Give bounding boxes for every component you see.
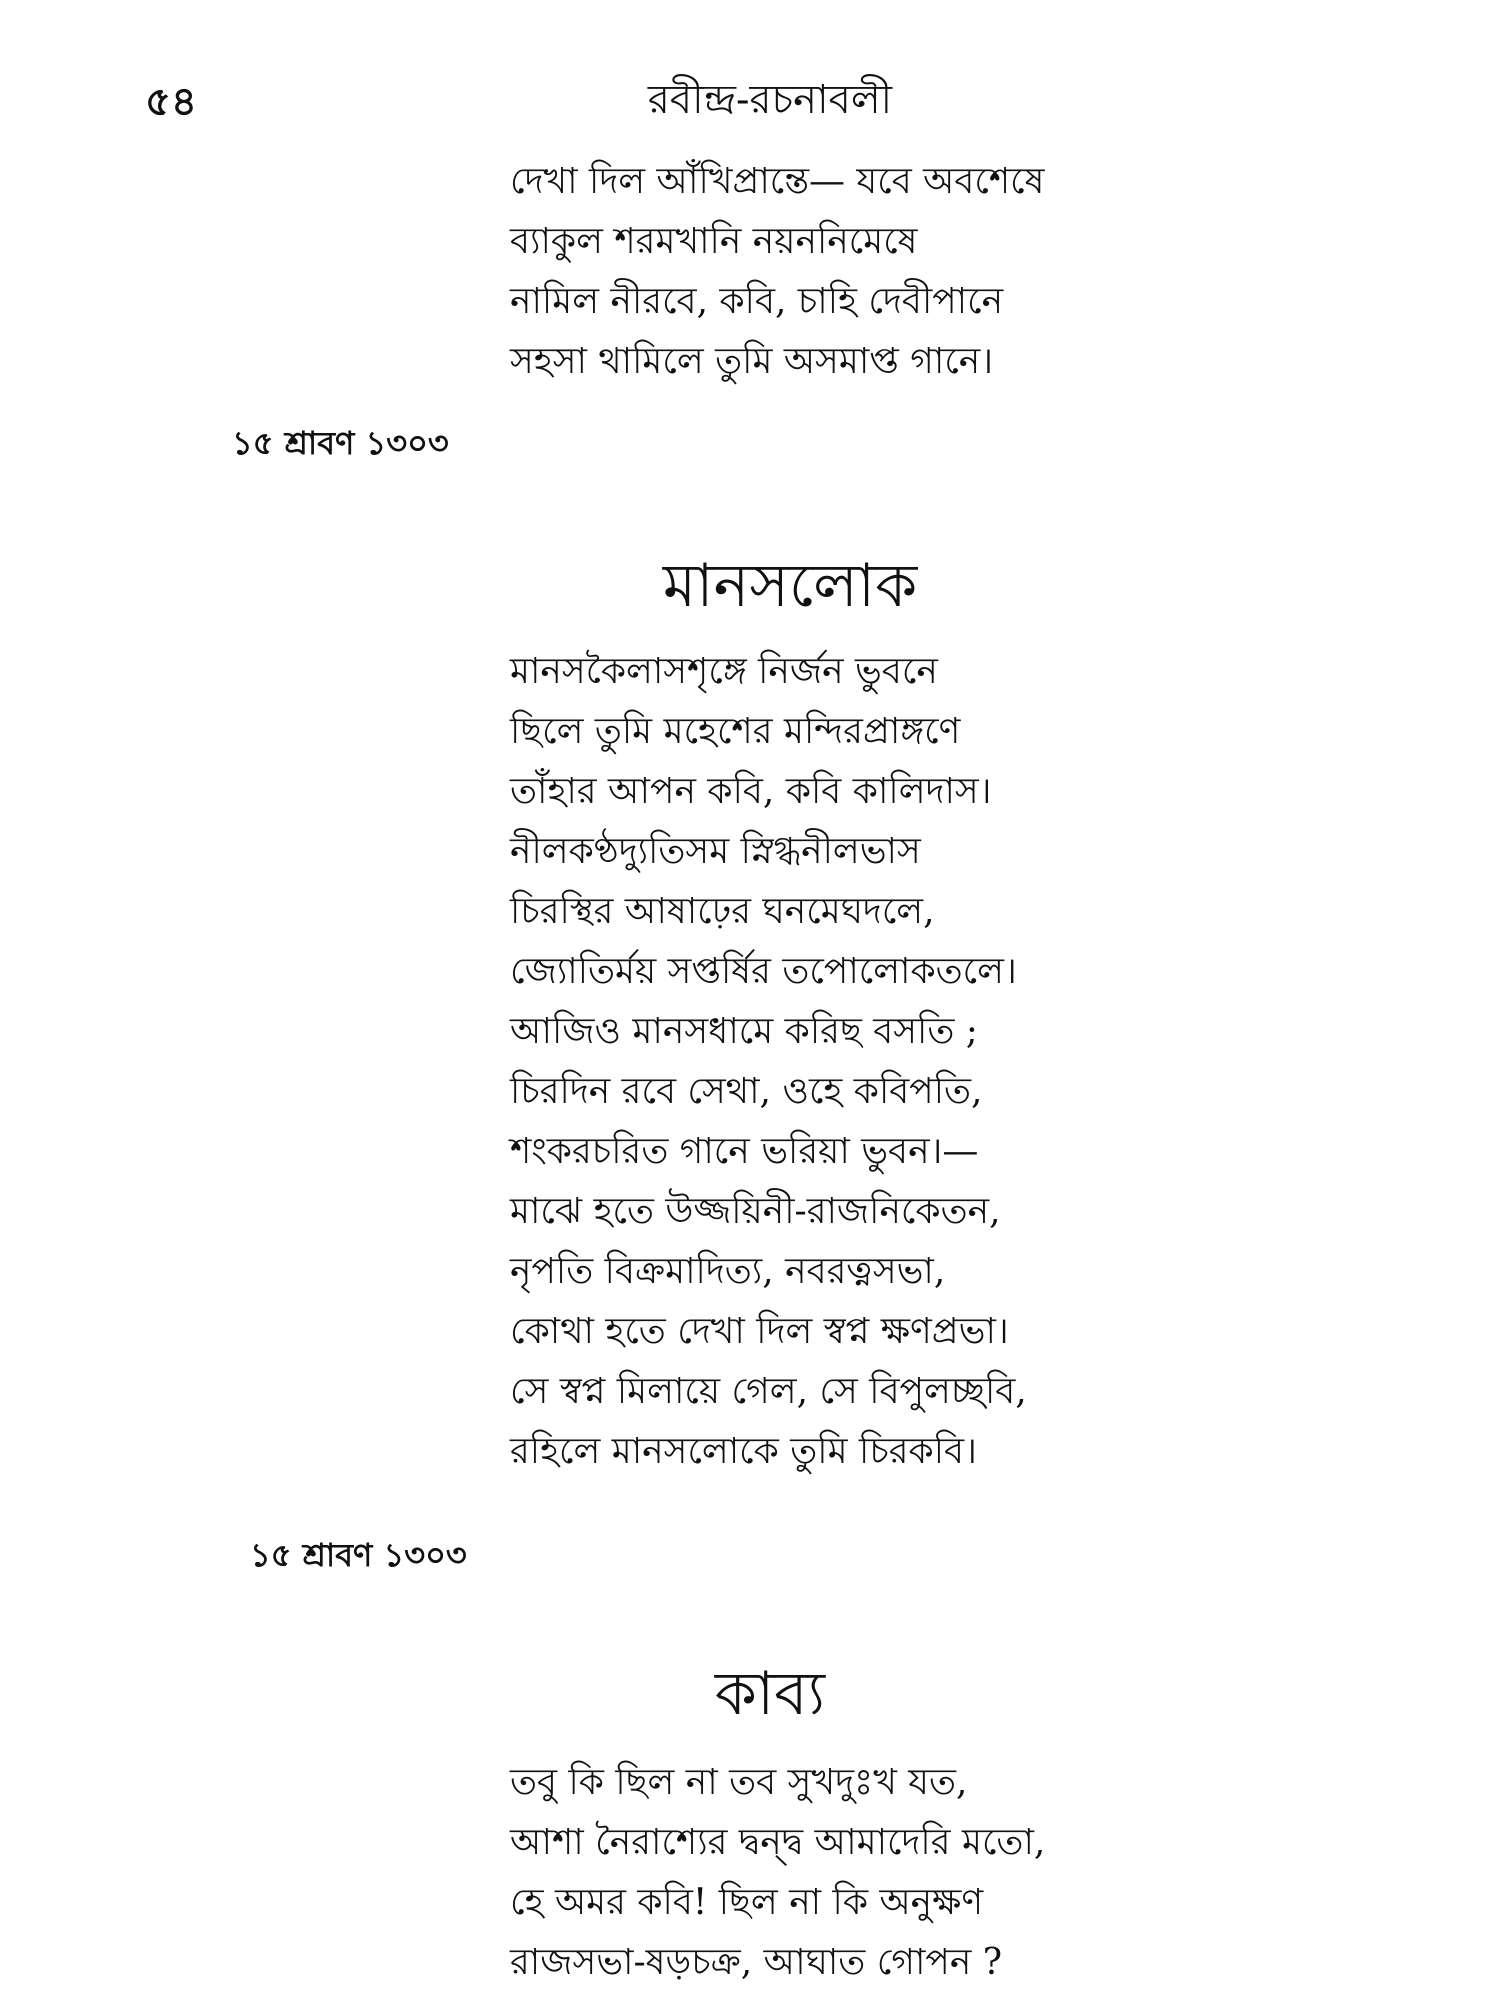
running-head: রবীন্দ্র-রচনাবলী — [647, 77, 893, 123]
verse-block — [510, 1753, 1045, 1993]
verse-line: রাজসভা-ষড়চক্র, আঘাত গোপন ? — [510, 1942, 1003, 1983]
verse-line: নীলকণ্ঠদ্যুতিসম স্নিগ্ধনীলভাস — [510, 831, 921, 872]
verse-line: সহসা থামিলে তুমি অসমাপ্ত গানে। — [510, 341, 994, 382]
verse-line: জ্যোতির্ময় সপ্তর্ষির তপোলোকতলে। — [510, 951, 1017, 992]
verse-line: কোথা হতে দেখা দিল স্বপ্ন ক্ষণপ্রভা। — [510, 1311, 1009, 1352]
verse-line: আজিও মানসধামে করিছ বসতি ; — [510, 1011, 978, 1052]
verse-line: দেখা দিল আঁখিপ্রান্তে— যবে অবশেষে — [510, 161, 1045, 202]
verse-line: তবু কি ছিল না তব সুখদুঃখ যত, — [510, 1762, 968, 1803]
verse-line: হে অমর কবি! ছিল না কি অনুক্ষণ — [510, 1882, 984, 1923]
verse-line: ছিলে তুমি মহেশের মন্দিরপ্রাঙ্গণে — [510, 711, 961, 752]
poem-date: ১৫ শ্রাবণ ১৩০৩ — [250, 1536, 467, 1574]
verse-line: শংকরচরিত গানে ভরিয়া ভুবন।— — [510, 1131, 979, 1172]
poem-title: মানসলোক — [662, 551, 918, 621]
verse-line: তাঁহার আপন কবি, কবি কালিদাস। — [510, 771, 992, 812]
verse-line: নৃপতি বিক্রমাদিত্য, নবরত্নসভা, — [510, 1251, 946, 1292]
verse-line: রহিলে মানসলোকে তুমি চিরকবি। — [510, 1431, 977, 1472]
verse-line: চিরস্থির আষাঢ়ের ঘনমেঘদলে, — [510, 891, 935, 932]
verse-line: মাঝে হতে উজ্জয়িনী-রাজনিকেতন, — [510, 1191, 1001, 1232]
verse-line: চিরদিন রবে সেথা, ওহে কবিপতি, — [510, 1071, 983, 1112]
verse-line: ব্যাকুল শরমখানি নয়ননিমেষে — [510, 221, 918, 262]
verse-block — [510, 642, 1027, 1482]
verse-line: সে স্বপ্ন মিলায়ে গেল, সে বিপুলচ্ছবি, — [510, 1371, 1027, 1412]
verse-line: মানসকৈলাসশৃঙ্গে নির্জন ভুবনে — [510, 651, 938, 692]
verse-line: আশা নৈরাশ্যের দ্বন্দ্ব আমাদেরি মতো, — [510, 1822, 1046, 1863]
verse-block — [510, 152, 1044, 392]
page-number: ৫৪ — [145, 78, 197, 125]
poem-date: ১৫ শ্রাবণ ১৩০৩ — [232, 424, 449, 462]
verse-line: নামিল নীরবে, কবি, চাহি দেবীপানে — [510, 281, 1004, 322]
poem-title: কাব্য — [714, 1659, 826, 1729]
